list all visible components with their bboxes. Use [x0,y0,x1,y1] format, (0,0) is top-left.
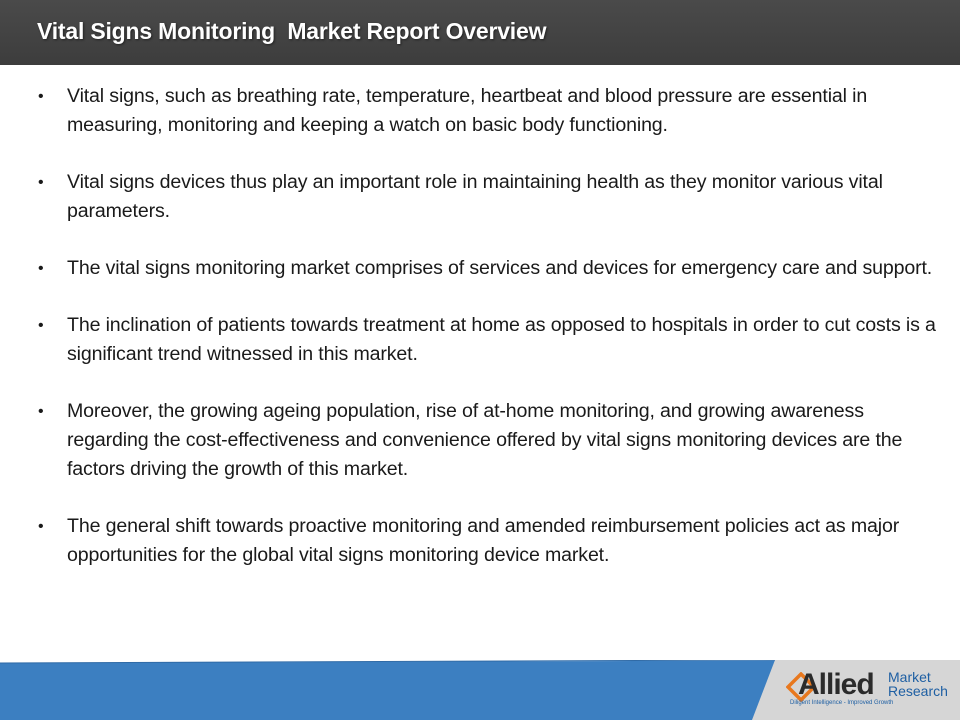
bullet-text: The vital signs monitoring market comprises of services and devices for emergency care and support. [67,257,933,279]
bullet-icon: • [38,260,44,277]
title-bar [0,0,960,65]
bullet-text: Vital signs devices thus play an important role in maintaining health as they monitor various vital parameters. [67,171,883,222]
bullet-item [38,82,938,140]
company-logo [786,666,950,710]
logo-line-market: Market [888,669,931,685]
bullet-icon: • [38,88,44,105]
slide-title: Vital Signs Monitoring Market Report Overview [37,18,547,44]
bullet-icon: • [38,174,44,191]
bullet-icon: • [38,518,44,535]
bullet-item [38,397,938,484]
bullet-text: The general shift towards proactive monitoring and amended reimbursement policies act as major opportunities for the global vital signs monitoring device market. [67,515,900,566]
slide-content [38,82,938,598]
bullet-list [38,82,938,570]
bullet-text: Vital signs, such as breathing rate, temperature, heartbeat and blood pressure are essential in measuring, monitoring and keeping a watch on basic body functioning. [67,85,868,136]
bullet-item [38,168,938,226]
bullet-icon: • [38,403,44,420]
bullet-item [38,254,938,283]
logo-line-research: Research [888,683,948,699]
logo-brand: Allied [798,668,874,701]
logo-tagline: Diligent Intelligence - Improved Growth [790,700,894,706]
bullet-text: Moreover, the growing ageing population, rise of at-home monitoring, and growing awareness regarding the cost-effectiveness and convenience offered by vital signs monitoring devices are the factors driving the growth of this market. [67,400,903,480]
bullet-item [38,311,938,369]
bullet-item [38,512,938,570]
bullet-icon: • [38,317,44,334]
bullet-text: The inclination of patients towards treatment at home as opposed to hospitals in order to cut costs is a significant trend witnessed in this market. [67,314,936,365]
